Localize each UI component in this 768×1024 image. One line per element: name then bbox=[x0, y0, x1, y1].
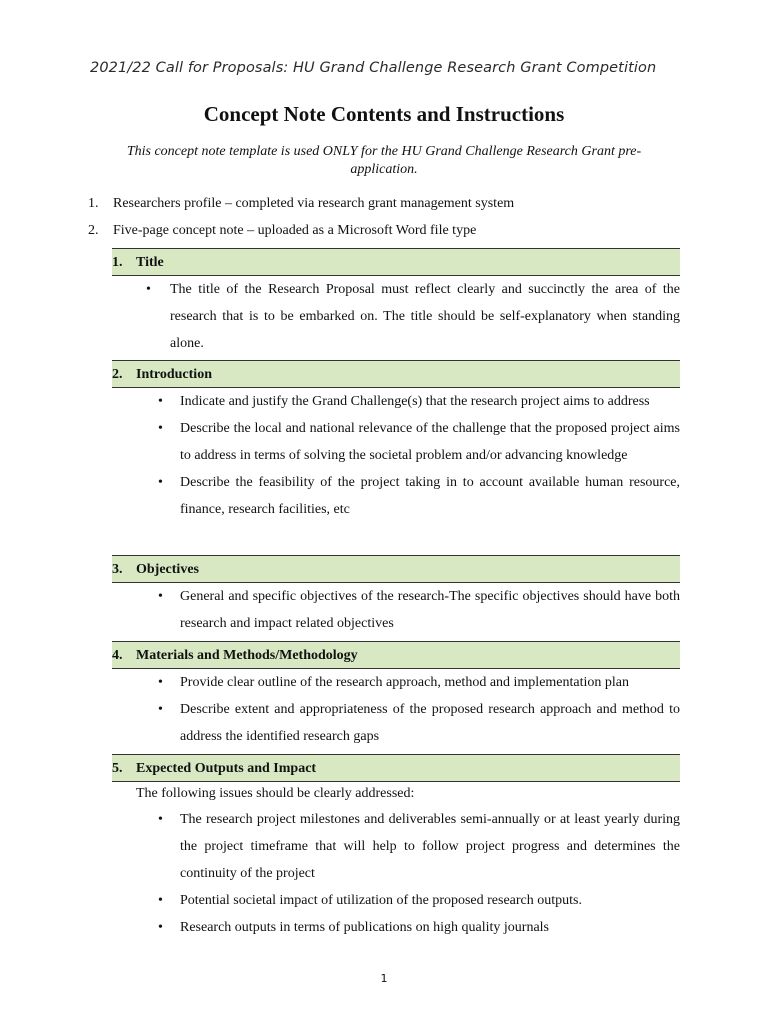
section-heading-label: Objectives bbox=[136, 562, 199, 577]
section-heading-label: Materials and Methods/Methodology bbox=[136, 648, 358, 663]
bullet-item: • Potential societal impact of utilization of the proposed research outputs. bbox=[112, 887, 680, 914]
list-number: 2. bbox=[88, 223, 99, 238]
section-heading-label: Title bbox=[136, 255, 164, 270]
bullet-item: • Describe the feasibility of the project taking in to account available human resource, finance, research facilities, etc bbox=[112, 469, 680, 523]
section-outputs-impact bbox=[112, 754, 680, 941]
section-number: 1. bbox=[112, 255, 123, 270]
bullet-item: • Describe extent and appropriateness of the proposed research approach and method to address the identified research gaps bbox=[112, 696, 680, 750]
section-heading bbox=[112, 360, 680, 388]
bullet-item: • Describe the local and national relevance of the challenge that the proposed project aims to address in terms of solving the societal problem and/or advancing knowledge bbox=[112, 415, 680, 469]
bullet-item: • Research outputs in terms of publications on high quality journals bbox=[112, 914, 680, 941]
list-text: Five-page concept note – uploaded as a Microsoft Word file type bbox=[113, 223, 477, 238]
top-list-item bbox=[88, 196, 688, 212]
bullet-item: • The title of the Research Proposal must reflect clearly and succinctly the area of the research that is to be embarked on. The title should be self-explanatory when standing alone. bbox=[112, 276, 680, 357]
bullet-item: • The research project milestones and deliverables semi-annually or at least yearly during the project timeframe that will help to follow project progress and determines the continuity of the project bbox=[112, 806, 680, 887]
section-heading bbox=[112, 248, 680, 276]
section-number: 5. bbox=[112, 761, 123, 776]
section-heading bbox=[112, 555, 680, 583]
section-intro-text: The following issues should be clearly addressed: bbox=[136, 786, 415, 801]
bullet-item: • Provide clear outline of the research approach, method and implementation plan bbox=[112, 669, 680, 696]
top-list-item bbox=[88, 223, 688, 239]
section-introduction bbox=[112, 360, 680, 523]
section-title bbox=[112, 248, 680, 357]
document-title: Concept Note Contents and Instructions bbox=[203, 102, 565, 126]
section-heading bbox=[112, 641, 680, 669]
section-number: 2. bbox=[112, 367, 123, 382]
section-number: 4. bbox=[112, 648, 123, 663]
page-number: 1 bbox=[380, 972, 388, 985]
section-heading-label: Expected Outputs and Impact bbox=[136, 761, 317, 776]
section-heading bbox=[112, 754, 680, 782]
list-text: Researchers profile – completed via research grant management system bbox=[113, 196, 515, 211]
running-header: 2021/22 Call for Proposals: HU Grand Challenge Research Grant Competition bbox=[90, 60, 657, 76]
bullet-item: • Indicate and justify the Grand Challenge(s) that the research project aims to address bbox=[112, 388, 680, 415]
section-methodology bbox=[112, 641, 680, 750]
list-number: 1. bbox=[88, 196, 99, 211]
section-number: 3. bbox=[112, 562, 123, 577]
section-heading-label: Introduction bbox=[136, 367, 212, 382]
section-objectives bbox=[112, 555, 680, 637]
bullet-item: • General and specific objectives of the research-The specific objectives should have both research and impact related objectives bbox=[112, 583, 680, 637]
document-subtitle: This concept note template is used ONLY for the HU Grand Challenge Research Grant pre-application. bbox=[126, 144, 642, 177]
